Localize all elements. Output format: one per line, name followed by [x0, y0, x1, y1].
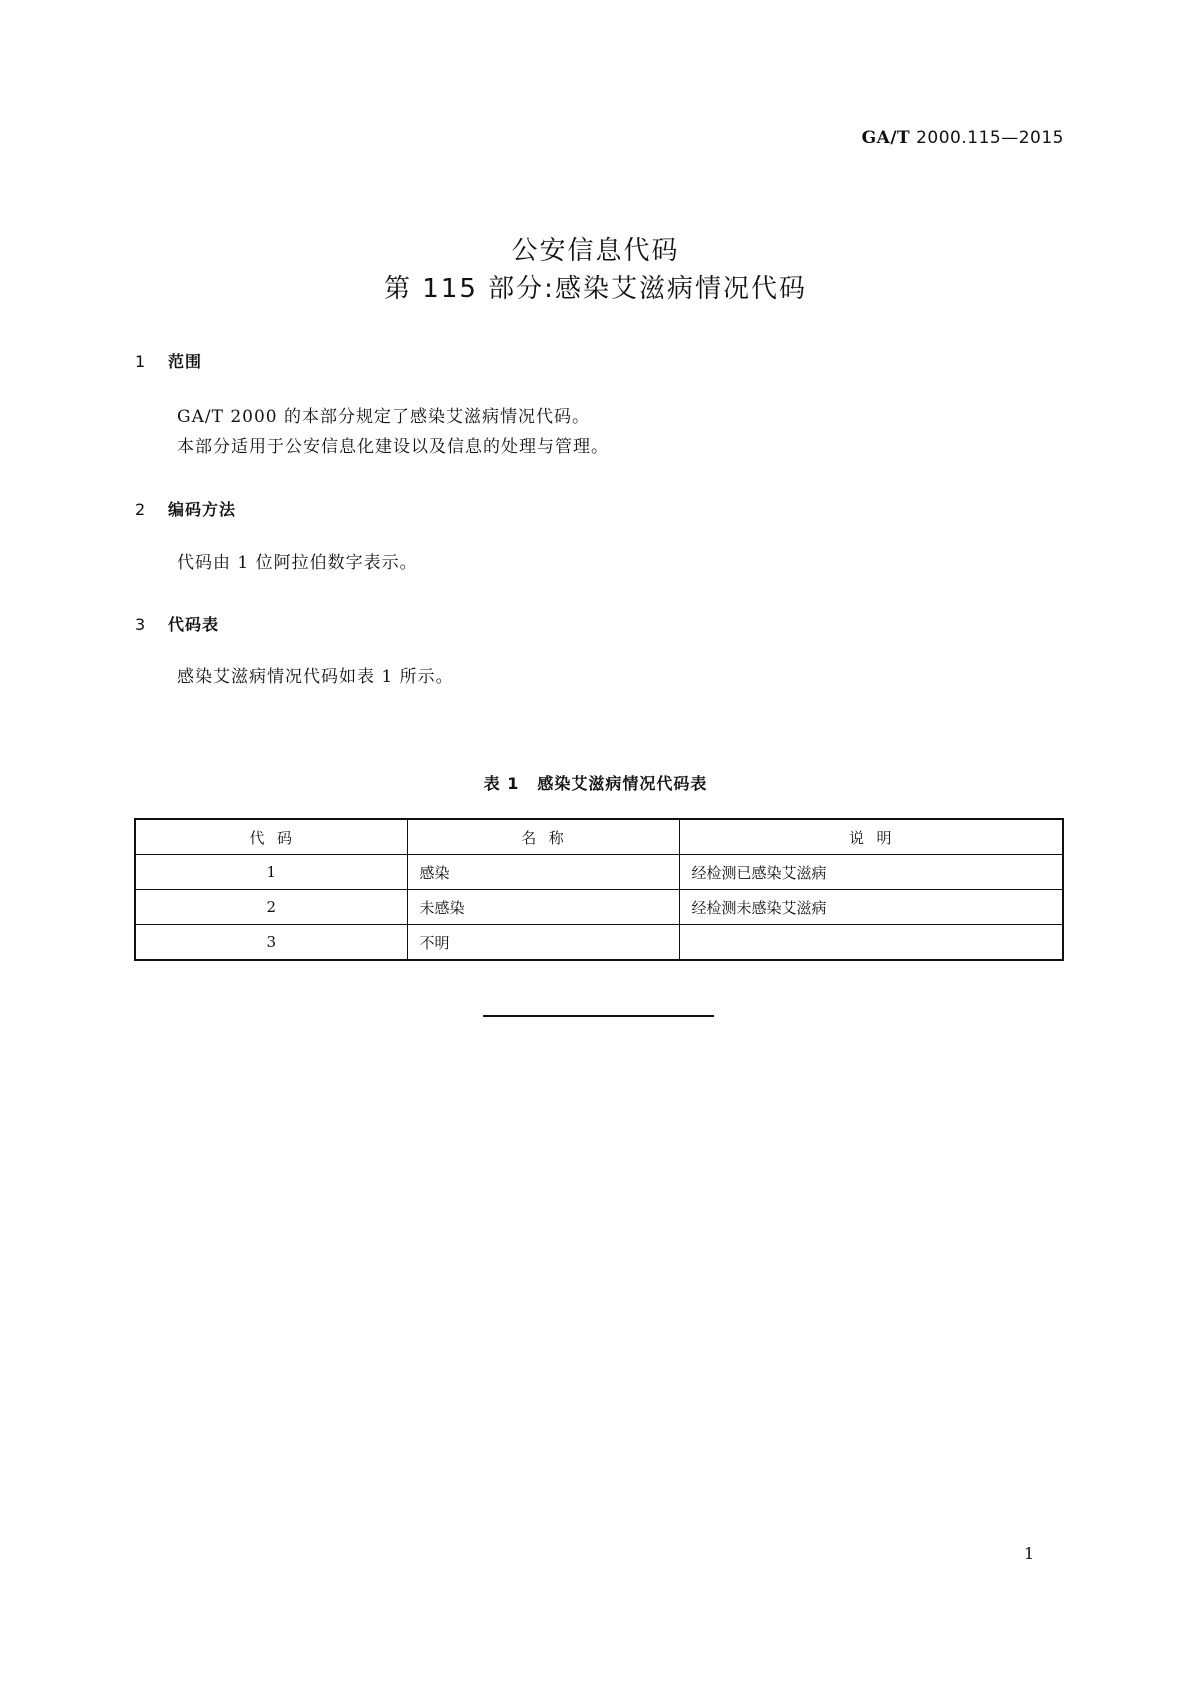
code-table	[134, 818, 1064, 961]
header-description: 说 明	[679, 819, 1063, 855]
cell-name: 感染	[407, 855, 679, 890]
table-caption-label: 表 1	[483, 774, 520, 793]
section-title: 编码方法	[168, 500, 237, 519]
code-table-paragraph: 感染艾滋病情况代码如表 1 所示。	[177, 667, 454, 687]
header-name: 名 称	[407, 819, 679, 855]
cell-description	[679, 925, 1063, 961]
document-title	[0, 232, 1191, 308]
cell-name: 不明	[407, 925, 679, 961]
standard-prefix: GA/T	[861, 128, 911, 148]
cell-code: 1	[135, 855, 407, 890]
table-header-row	[135, 819, 1063, 855]
section-title: 范围	[168, 352, 203, 371]
table-row	[135, 890, 1063, 925]
section-heading-coding-method	[135, 497, 236, 520]
cell-code: 3	[135, 925, 407, 961]
table-row	[135, 855, 1063, 890]
cell-description: 经检测未感染艾滋病	[679, 890, 1063, 925]
coding-method-paragraph: 代码由 1 位阿拉伯数字表示。	[177, 553, 418, 573]
scope-paragraph-1: GA/T 2000 的本部分规定了感染艾滋病情况代码。	[177, 407, 590, 427]
scope-paragraph-2: 本部分适用于公安信息化建设以及信息的处理与管理。	[177, 437, 609, 457]
title-line-2: 第 115 部分:感染艾滋病情况代码	[384, 274, 807, 304]
header-code: 代 码	[135, 819, 407, 855]
section-heading-scope	[135, 349, 202, 372]
cell-name: 未感染	[407, 890, 679, 925]
cell-description: 经检测已感染艾滋病	[679, 855, 1063, 890]
end-rule-divider	[483, 1015, 714, 1017]
standard-number: 2000.115—2015	[916, 128, 1064, 148]
table-caption	[0, 771, 1191, 794]
table-caption-title: 感染艾滋病情况代码表	[537, 774, 708, 793]
section-number: 2	[135, 500, 147, 519]
cell-code: 2	[135, 890, 407, 925]
section-heading-code-table	[135, 612, 219, 635]
section-title: 代码表	[168, 615, 220, 634]
table-row	[135, 925, 1063, 961]
section-number: 3	[135, 615, 147, 634]
page-number: 1	[1024, 1544, 1035, 1563]
standard-code	[862, 128, 1064, 148]
title-line-1: 公安信息代码	[511, 236, 680, 266]
section-number: 1	[135, 352, 147, 371]
